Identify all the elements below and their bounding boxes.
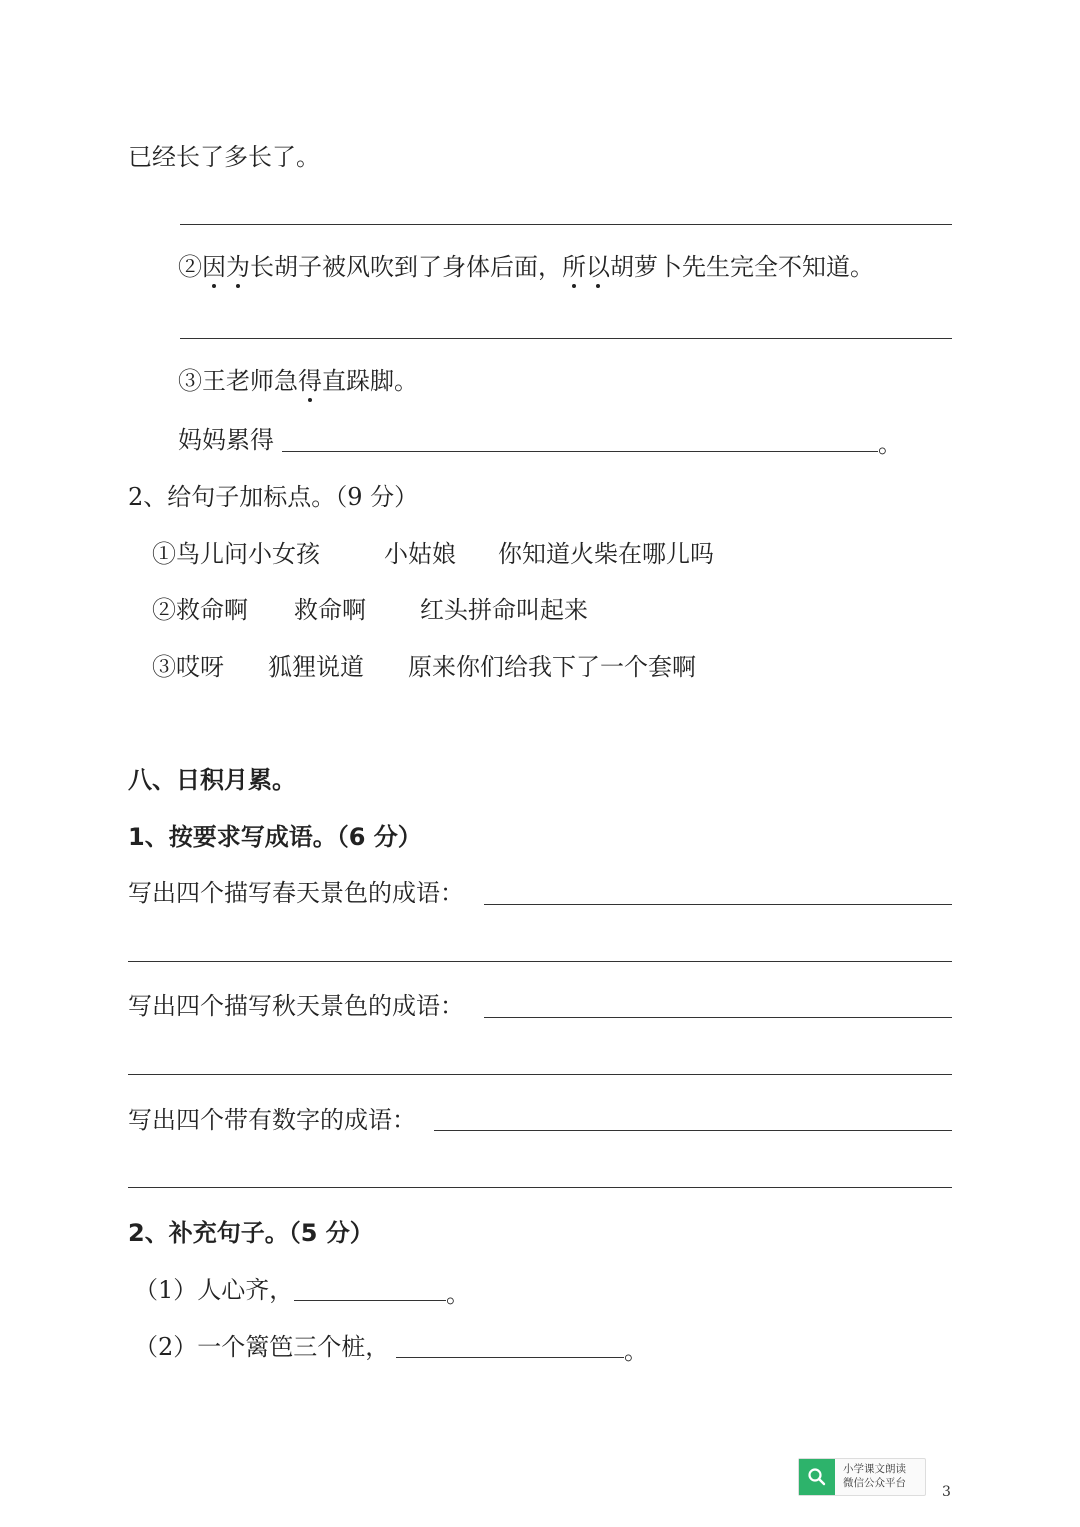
punct-title: 2、给句子加标点。（9 分） (128, 483, 419, 511)
punct-item-1a: ①鸟儿问小女孩 (152, 540, 320, 568)
fill-lead-1: （1）人心齐， (134, 1276, 294, 1304)
answer-line-spring[interactable] (484, 904, 952, 905)
page-number: 3 (942, 1484, 951, 1500)
dotted-char: 为 (226, 253, 250, 281)
fill-lead-mom: 妈妈累得 (178, 426, 274, 454)
idiom-prompt-number: 写出四个带有数字的成语： (128, 1106, 416, 1134)
search-icon (799, 1459, 835, 1495)
punct-item-3b: 狐狸说道 (268, 653, 364, 681)
section-8-sub1: 1、按要求写成语。（6 分） (128, 823, 422, 851)
answer-line-fill-1[interactable] (294, 1300, 446, 1301)
dotted-char: 得 (298, 367, 322, 395)
dotted-char: 以 (586, 253, 610, 281)
fill-end-2: 。 (624, 1337, 648, 1365)
sentence-2-prefix: ② (178, 253, 202, 281)
fill-end-mom: 。 (878, 430, 902, 458)
fill-lead-2: （2）一个篱笆三个桩， (134, 1333, 390, 1361)
punct-item-1c: 你知道火柴在哪儿吗 (498, 540, 714, 568)
answer-line-number-2[interactable] (128, 1187, 952, 1188)
sentence-2-mid: 长胡子被风吹到了身体后面， (250, 253, 562, 281)
section-8-sub2: 2、补充句子。（5 分） (128, 1219, 374, 1247)
punct-item-2c: 红头拼命叫起来 (420, 596, 588, 624)
sentence-2 (178, 251, 874, 283)
section-8-title: 八、日积月累。 (128, 766, 296, 794)
answer-line-1[interactable] (180, 224, 952, 225)
sentence-3-prefix: ③王老师急 (178, 367, 298, 395)
answer-line-spring-2[interactable] (128, 961, 952, 962)
answer-line-mom[interactable] (282, 451, 878, 452)
sentence-3 (178, 365, 418, 397)
answer-line-2[interactable] (180, 338, 952, 339)
sentence-2-rest: 胡萝卜先生完全不知道。 (610, 253, 874, 281)
text-continuation: 已经长了多长了。 (128, 143, 320, 171)
answer-line-autumn[interactable] (484, 1017, 952, 1018)
dotted-char: 所 (562, 253, 586, 281)
watermark (798, 1458, 926, 1496)
answer-line-fill-2[interactable] (396, 1357, 624, 1358)
watermark-line-2: 微信公众平台 (843, 1477, 906, 1489)
answer-line-number[interactable] (434, 1130, 952, 1131)
idiom-prompt-autumn: 写出四个描写秋天景色的成语： (128, 992, 464, 1020)
punct-item-3c: 原来你们给我下了一个套啊 (408, 653, 696, 681)
sentence-3-rest: 直跺脚。 (322, 367, 418, 395)
punct-item-1b: 小姑娘 (384, 540, 456, 568)
punct-item-3a: ③哎呀 (152, 653, 224, 681)
fill-end-1: 。 (446, 1280, 470, 1308)
watermark-text (843, 1462, 906, 1490)
answer-line-autumn-2[interactable] (128, 1074, 952, 1075)
dotted-char: 因 (202, 253, 226, 281)
watermark-line-1: 小学课文朗读 (843, 1463, 906, 1475)
punct-item-2a: ②救命啊 (152, 596, 248, 624)
idiom-prompt-spring: 写出四个描写春天景色的成语： (128, 879, 464, 907)
punct-item-2b: 救命啊 (294, 596, 366, 624)
